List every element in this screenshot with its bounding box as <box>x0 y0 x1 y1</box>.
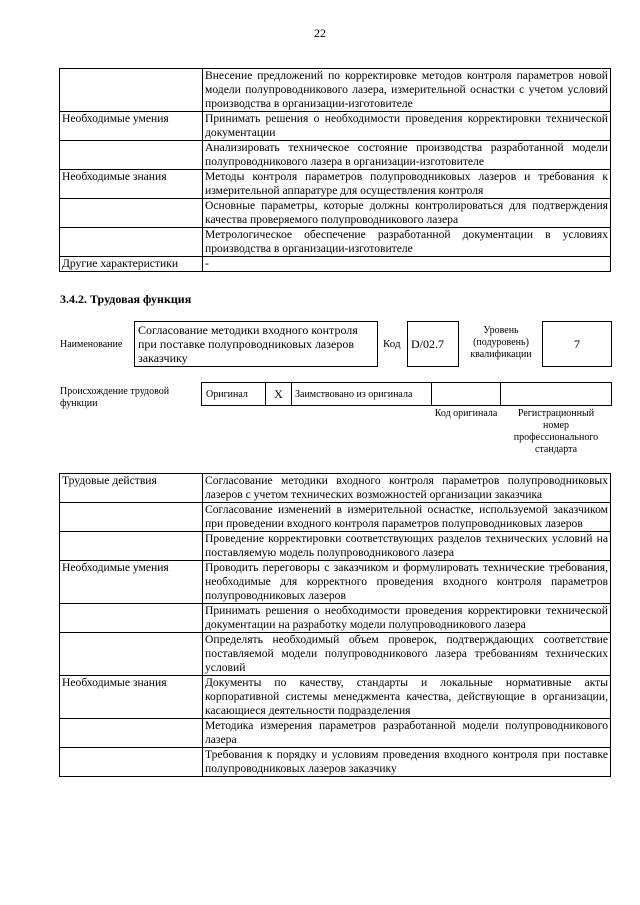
row-label <box>60 604 203 633</box>
table-row <box>60 676 611 719</box>
original-label: Оригинал <box>202 383 266 406</box>
original-code-caption: Код оригинала <box>434 408 498 419</box>
table-row <box>60 503 611 532</box>
table-row <box>60 719 611 748</box>
page-number: 22 <box>314 26 326 40</box>
row-label <box>60 633 203 676</box>
row-text: Принимать решения о необходимости проведения корректировки технической документации <box>203 112 611 141</box>
row-label <box>60 748 203 777</box>
row-label <box>60 199 203 228</box>
row-text: Анализировать техническое состояние производства разработанной модели полупроводникового лазера в организации-изготовителе <box>203 141 611 170</box>
level-value: 7 <box>574 337 580 351</box>
row-text: Проводить переговоры с заказчиком и формулировать технические требования, необходимые для корректного проведения входного контроля параметров полупроводниковых лазеров <box>203 561 611 604</box>
row-text: Проведение корректировки соответствующих разделов технических условий на поставляемую модель полупроводникового лазера <box>203 532 611 561</box>
row-label <box>60 141 203 170</box>
row-text: Методы контроля параметров полупроводниковых лазеров и требования к измерительной аппаратуре для осуществления контроля <box>203 170 611 199</box>
competency-table <box>59 473 611 777</box>
row-text: Документы по качеству, стандарты и локальные нормативные акты корпоративной системы менеджмента качества, действующие в организации, касающиеся деятельности подразделения <box>203 676 611 719</box>
row-text: Методика измерения параметров разработанной модели полупроводникового лазера <box>203 719 611 748</box>
name-box <box>134 321 378 367</box>
table-row <box>60 474 611 503</box>
row-label: Другие характеристики <box>60 257 203 272</box>
section-title: 3.4.2. Трудовая функция <box>60 292 192 306</box>
table-row <box>60 228 611 257</box>
original-mark: X <box>266 383 292 406</box>
row-text: Определять необходимый объем проверок, подтверждающих соответствие поставляемой модели полупроводникового лазера требованиям технических условий <box>203 633 611 676</box>
table-row <box>60 112 611 141</box>
registration-number-cell <box>501 383 612 406</box>
function-name: Согласование методики входного контроля при поставке полупроводниковых лазеров заказчику <box>138 323 358 365</box>
row-text: Согласование методики входного контроля параметров полупроводниковых лазеров с учетом технических возможностей организации заказчика <box>203 474 611 503</box>
level-box <box>542 321 612 367</box>
code-box <box>407 321 459 367</box>
table-row <box>60 604 611 633</box>
code-value: D/02.7 <box>411 337 444 351</box>
row-text: Основные параметры, которые должны контролироваться для подтверждения качества проверяемого полупроводникового лазера <box>203 199 611 228</box>
row-label: Необходимые знания <box>60 676 203 719</box>
row-text: Принимать решения о необходимости проведения корректировки технической документации на разработку модели полупроводникового лазера <box>203 604 611 633</box>
table-row <box>60 561 611 604</box>
table-row <box>60 199 611 228</box>
row-text: Метрологическое обеспечение разработанной документации в условиях производства в организации-изготовителе <box>203 228 611 257</box>
table-row <box>60 170 611 199</box>
row-text: Требования к порядку и условиям проведения входного контроля при поставке полупроводниковых лазеров заказчику <box>203 748 611 777</box>
origin-label: Происхождение трудовой функции <box>60 386 170 409</box>
row-text: Согласование изменений в измерительной оснастке, используемой заказчиком при проведении входного контроля параметров полупроводниковых лазеров <box>203 503 611 532</box>
competency-table-previous <box>59 68 611 272</box>
level-label: Уровень (подуровень) квалификации <box>470 325 532 360</box>
row-label: Необходимые умения <box>60 112 203 141</box>
row-label <box>60 69 203 112</box>
origin-table <box>201 382 612 406</box>
name-label: Наименование <box>60 339 123 350</box>
row-label: Необходимые знания <box>60 170 203 199</box>
row-text: - <box>203 257 611 272</box>
table-row <box>60 748 611 777</box>
row-label <box>60 503 203 532</box>
row-label: Необходимые умения <box>60 561 203 604</box>
row-label <box>60 228 203 257</box>
table-row <box>60 257 611 272</box>
table-row <box>60 532 611 561</box>
registration-number-caption: Регистрационный номер профессионального стандарта <box>513 408 599 455</box>
code-label: Код <box>383 338 401 350</box>
table-row <box>60 633 611 676</box>
row-label <box>60 532 203 561</box>
row-label <box>60 719 203 748</box>
table-row <box>60 69 611 112</box>
row-label: Трудовые действия <box>60 474 203 503</box>
original-code-cell <box>432 383 501 406</box>
borrowed-label: Заимствовано из оригинала <box>292 383 432 406</box>
row-text: Внесение предложений по корректировке методов контроля параметров новой модели полупроводникового лазера, измерительной оснастки с учетом условий производства в организации-изготовителе <box>203 69 611 112</box>
table-row <box>60 141 611 170</box>
